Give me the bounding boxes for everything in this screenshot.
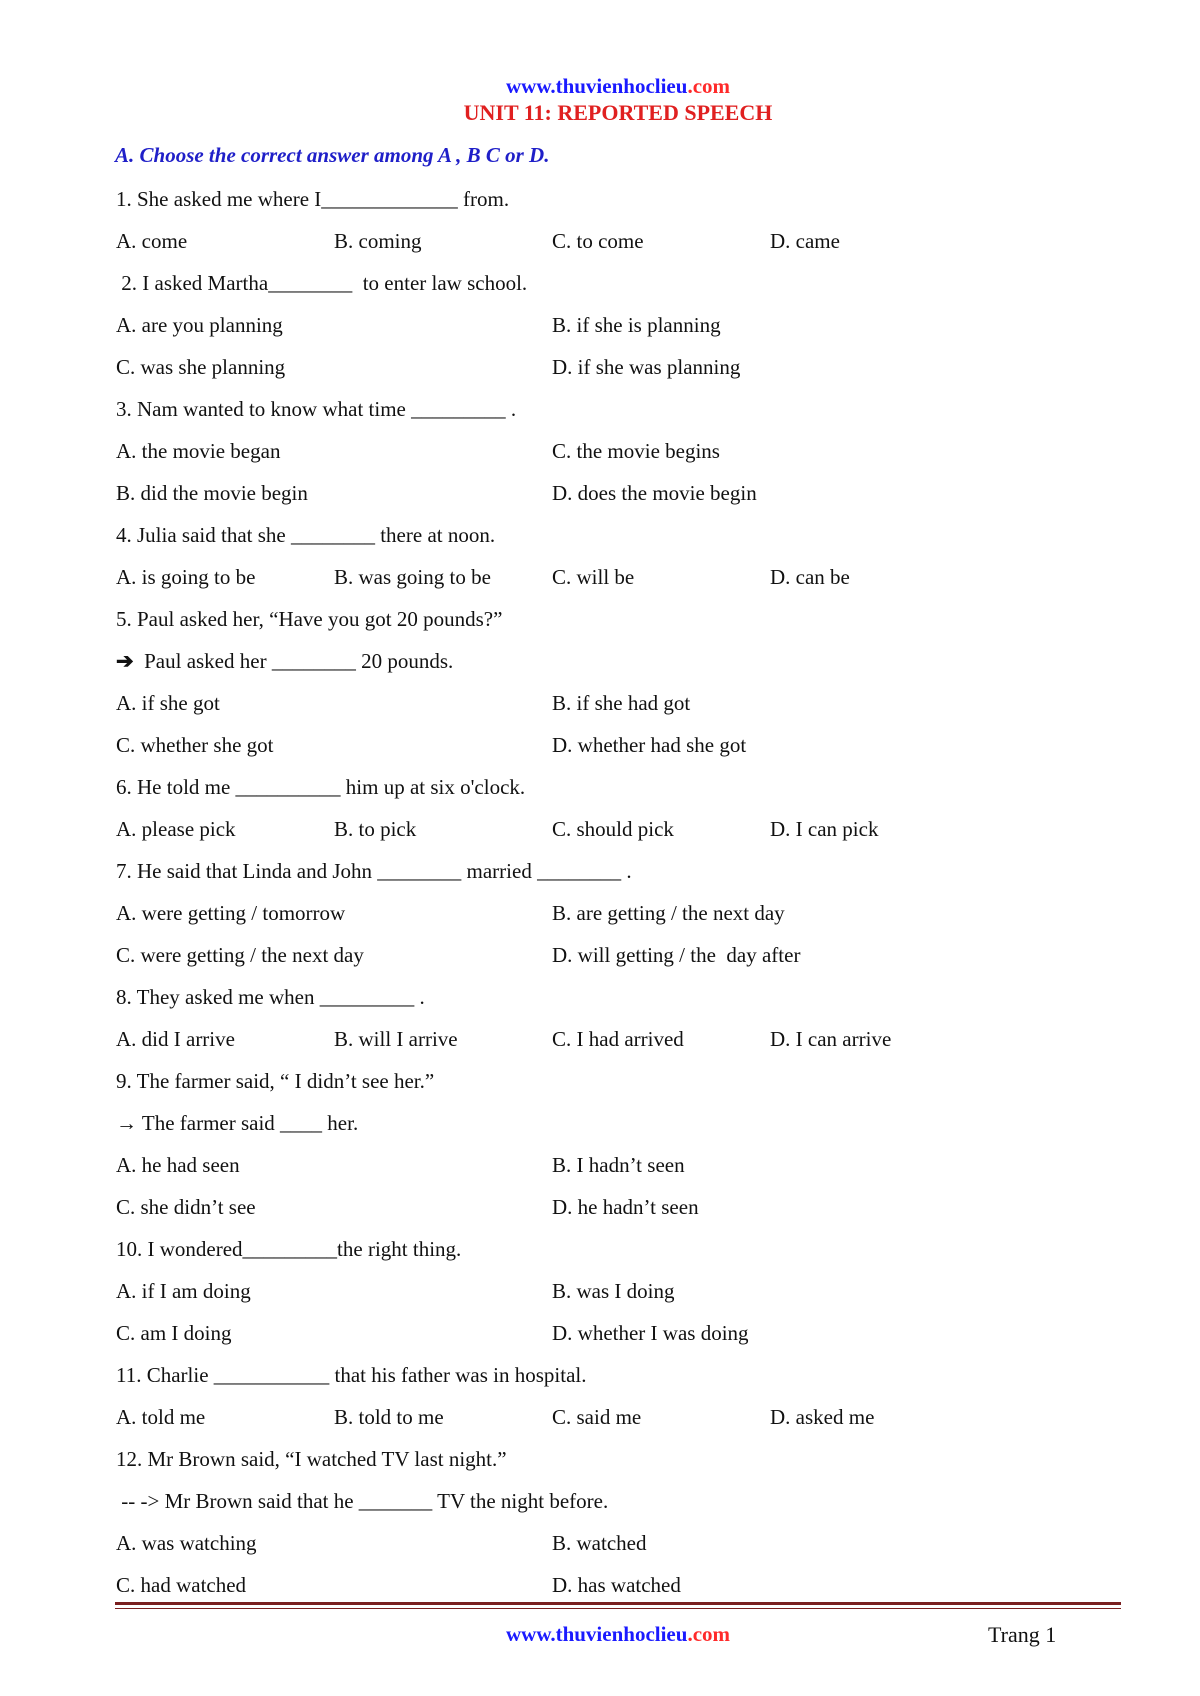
footer-site-name: www.thuvienhoclieu [505,1622,688,1646]
answer-row [0,1396,1200,1438]
question-item [0,598,1200,766]
answer-option[interactable]: D. will getting / the day after [552,943,801,967]
question-stem: 2. I asked Martha________ to enter law school. [116,271,528,295]
question-item [0,514,1200,598]
answer-option[interactable]: A. told me [116,1405,206,1429]
question-stem: 6. He told me __________ him up at six o'clock. [116,775,526,799]
answer-option[interactable]: D. came [770,229,840,253]
answer-option[interactable]: A. if I am doing [116,1279,251,1303]
answer-option[interactable]: A. the movie began [116,439,281,463]
footer-rule-thick [115,1602,1121,1605]
answer-option[interactable]: D. whether I was doing [552,1321,749,1345]
answer-row [0,1564,1200,1606]
footer-rule-thin [115,1608,1121,1609]
question-list [0,178,1200,1606]
answer-option[interactable]: A. is going to be [116,565,256,589]
answer-row [0,346,1200,388]
reported-text: Paul asked her ________ 20 pounds. [133,649,454,673]
answer-row [0,304,1200,346]
answer-option[interactable]: B. will I arrive [334,1027,458,1051]
answer-row [0,1522,1200,1564]
header-site-domain: .com [687,74,731,98]
reported-line [0,1102,1200,1144]
answer-option[interactable]: B. if she is planning [552,313,721,337]
answer-row [0,724,1200,766]
answer-row [0,934,1200,976]
answer-option[interactable]: C. to come [552,229,644,253]
answer-row [0,556,1200,598]
section-title: A. Choose the correct answer among A , B C or D. [115,143,550,167]
answer-option[interactable]: C. am I doing [116,1321,232,1345]
answer-option[interactable]: C. should pick [552,817,674,841]
answer-option[interactable]: B. was I doing [552,1279,675,1303]
question-stem: 12. Mr Brown said, “I watched TV last night.” [116,1447,507,1471]
answer-row [0,1018,1200,1060]
answer-option[interactable]: B. are getting / the next day [552,901,785,925]
answer-option[interactable]: B. did the movie begin [116,481,308,505]
question-stem: 9. The farmer said, “ I didn’t see her.” [116,1069,435,1093]
header-website[interactable] [0,74,1200,99]
question-stem: 8. They asked me when _________ . [116,985,425,1009]
question-item [0,388,1200,514]
question-stem: 1. She asked me where I_____________ from. [116,187,510,211]
answer-row [0,1186,1200,1228]
footer-site-domain: .com [687,1622,731,1646]
answer-row [0,1144,1200,1186]
answer-row [0,892,1200,934]
answer-option[interactable]: D. I can pick [770,817,879,841]
answer-option[interactable]: D. has watched [552,1573,681,1597]
answer-option[interactable]: D. whether had she got [552,733,747,757]
answer-option[interactable]: C. I had arrived [552,1027,684,1051]
question-item [0,850,1200,976]
question-item [0,262,1200,388]
question-item [0,1354,1200,1438]
answer-option[interactable]: D. does the movie begin [552,481,757,505]
answer-option[interactable]: B. if she had got [552,691,691,715]
answer-option[interactable]: B. coming [334,229,422,253]
answer-option[interactable]: D. I can arrive [770,1027,892,1051]
question-item [0,178,1200,262]
answer-row [0,1312,1200,1354]
answer-option[interactable]: A. come [116,229,188,253]
answer-option[interactable]: B. to pick [334,817,417,841]
answer-option[interactable]: A. he had seen [116,1153,240,1177]
answer-option[interactable]: A. if she got [116,691,220,715]
answer-option[interactable]: B. told to me [334,1405,444,1429]
answer-row [0,430,1200,472]
answer-option[interactable]: C. were getting / the next day [116,943,364,967]
answer-option[interactable]: D. he hadn’t seen [552,1195,699,1219]
answer-option[interactable]: A. please pick [116,817,236,841]
answer-option[interactable]: C. had watched [116,1573,247,1597]
answer-option[interactable]: A. did I arrive [116,1027,235,1051]
question-stem: 3. Nam wanted to know what time _________ . [116,397,517,421]
answer-option[interactable]: B. watched [552,1531,647,1555]
answer-option[interactable]: A. are you planning [116,313,283,337]
question-stem: 5. Paul asked her, “Have you got 20 pounds?” [116,607,503,631]
reported-line [0,640,1200,682]
answer-option[interactable]: D. if she was planning [552,355,741,379]
answer-row [0,808,1200,850]
answer-option[interactable]: C. she didn’t see [116,1195,256,1219]
answer-row [0,682,1200,724]
reported-line [0,1480,1200,1522]
reported-text: -- -> Mr Brown said that he _______ TV the night before. [116,1489,609,1513]
question-stem: 4. Julia said that she ________ there at noon. [116,523,496,547]
answer-option[interactable]: C. whether she got [116,733,274,757]
answer-option[interactable]: D. asked me [770,1405,875,1429]
question-stem: 7. He said that Linda and John ________ married ________ . [116,859,632,883]
answer-row [0,1270,1200,1312]
answer-row [0,472,1200,514]
answer-option[interactable]: B. was going to be [334,565,491,589]
arrow-right-icon: ➔ [116,649,134,673]
page-number: Trang 1 [988,1622,1057,1647]
answer-option[interactable]: C. will be [552,565,635,589]
answer-option[interactable]: A. was watching [116,1531,257,1555]
reported-text: → The farmer said ____ her. [116,1111,359,1135]
answer-option[interactable]: D. can be [770,565,850,589]
unit-title: UNIT 11: REPORTED SPEECH [463,100,773,125]
question-item [0,976,1200,1060]
question-item [0,1060,1200,1228]
question-item [0,766,1200,850]
answer-option[interactable]: C. said me [552,1405,642,1429]
header-site-name: www.thuvienhoclieu [505,74,688,98]
answer-row [0,220,1200,262]
question-item [0,1228,1200,1354]
question-stem: 10. I wondered_________the right thing. [116,1237,462,1261]
answer-option[interactable]: A. were getting / tomorrow [116,901,346,925]
question-item [0,1438,1200,1606]
answer-option[interactable]: C. the movie begins [552,439,720,463]
answer-option[interactable]: C. was she planning [116,355,286,379]
answer-option[interactable]: B. I hadn’t seen [552,1153,685,1177]
question-stem: 11. Charlie ___________ that his father was in hospital. [116,1363,587,1387]
